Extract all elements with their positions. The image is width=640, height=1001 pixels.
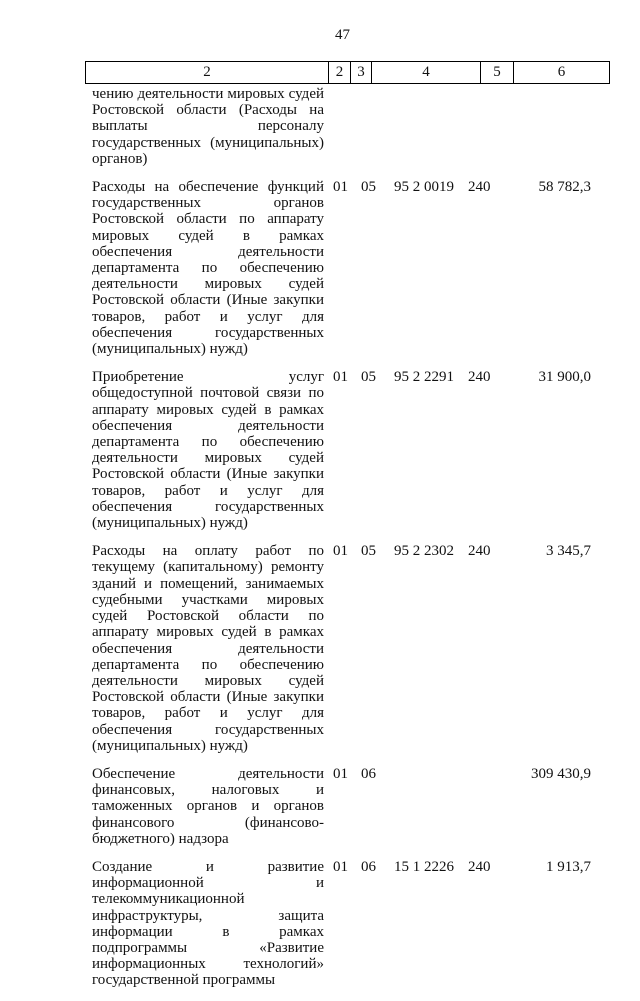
row-expense-type: 240 <box>468 543 491 560</box>
row-description: Создание и развитие информационной и телекоммуникационной инфраструктуры, защита информации в рамках подпрограммы «Развитие информационных технологий» государственной программы <box>92 858 324 989</box>
row-expense-type: 240 <box>468 179 491 196</box>
row-subsection-code: 05 <box>361 543 376 560</box>
row-target-article: 95 2 2302 <box>394 543 454 560</box>
row-amount: 31 900,0 <box>538 369 591 386</box>
row-section-code: 01 <box>333 858 348 875</box>
row-amount: 58 782,3 <box>538 179 591 196</box>
header-col-expense-type: 5 <box>481 62 514 84</box>
row-description: Обеспечение деятельности финансовых, налоговых и таможенных органов и органов финансового (финансово-бюджетного) надзора <box>92 765 324 847</box>
page-number: 47 <box>335 27 350 43</box>
header-col-amount: 6 <box>514 62 610 84</box>
row-subsection-code: 05 <box>361 179 376 196</box>
row-expense-type: 240 <box>468 858 491 875</box>
row-description: Расходы на оплату работ по текущему (капитальному) ремонту зданий и помещений, занимаемых судебными участками мировых судей Ростовской области по аппарату мировых судей в рамках обеспечения деятельности департамента по обеспечению деятельности мировых судей Ростовской области (Иные закупки товаров, работ и услуг для обеспечения государственных (муниципальных) нужд) <box>92 543 324 754</box>
row-target-article: 95 2 0019 <box>394 179 454 196</box>
column-header-row <box>86 62 610 84</box>
row-target-article: 95 2 2291 <box>394 369 454 386</box>
header-col-description: 2 <box>86 62 329 84</box>
row-subsection-code: 06 <box>361 858 376 875</box>
column-header-table <box>85 61 610 84</box>
row-amount: 1 913,7 <box>546 858 591 875</box>
row-description: Приобретение услуг общедоступной почтовой связи по аппарату мировых судей в рамках обеспечения деятельности департамента по обеспечению деятельности мировых судей Ростовской области (Иные закупки товаров, работ и услуг для обеспечения государственных (муниципальных) нужд) <box>92 369 324 532</box>
row-target-article: 15 1 2226 <box>394 858 454 875</box>
row-section-code: 01 <box>333 179 348 196</box>
row-description: чению деятельности мировых судей Ростовской области (Расходы на выплаты персоналу государственных (муниципальных) органов) <box>92 86 324 167</box>
table-row <box>0 543 640 754</box>
row-section-code: 01 <box>333 765 348 782</box>
row-expense-type: 240 <box>468 369 491 386</box>
header-col-target-article: 4 <box>372 62 481 84</box>
table-row <box>0 179 640 357</box>
table-row <box>0 859 640 989</box>
row-section-code: 01 <box>333 369 348 386</box>
row-description: Расходы на обеспечение функций государственных органов Ростовской области по аппарату мировых судей в рамках обеспечения деятельности департамента по обеспечению деятельности мировых судей Ростовской области (Иные закупки товаров, работ и услуг для обеспечения государственных (муниципальных) нужд) <box>92 179 324 358</box>
table-row <box>0 369 640 531</box>
table-row <box>0 86 640 167</box>
header-col-section: 2 <box>329 62 351 84</box>
row-subsection-code: 06 <box>361 765 376 782</box>
row-amount: 3 345,7 <box>546 543 591 560</box>
row-amount: 309 430,9 <box>531 765 591 782</box>
budget-rows <box>0 86 640 1001</box>
header-col-subsection: 3 <box>351 62 372 84</box>
row-subsection-code: 05 <box>361 369 376 386</box>
row-section-code: 01 <box>333 543 348 560</box>
table-row <box>0 766 640 847</box>
